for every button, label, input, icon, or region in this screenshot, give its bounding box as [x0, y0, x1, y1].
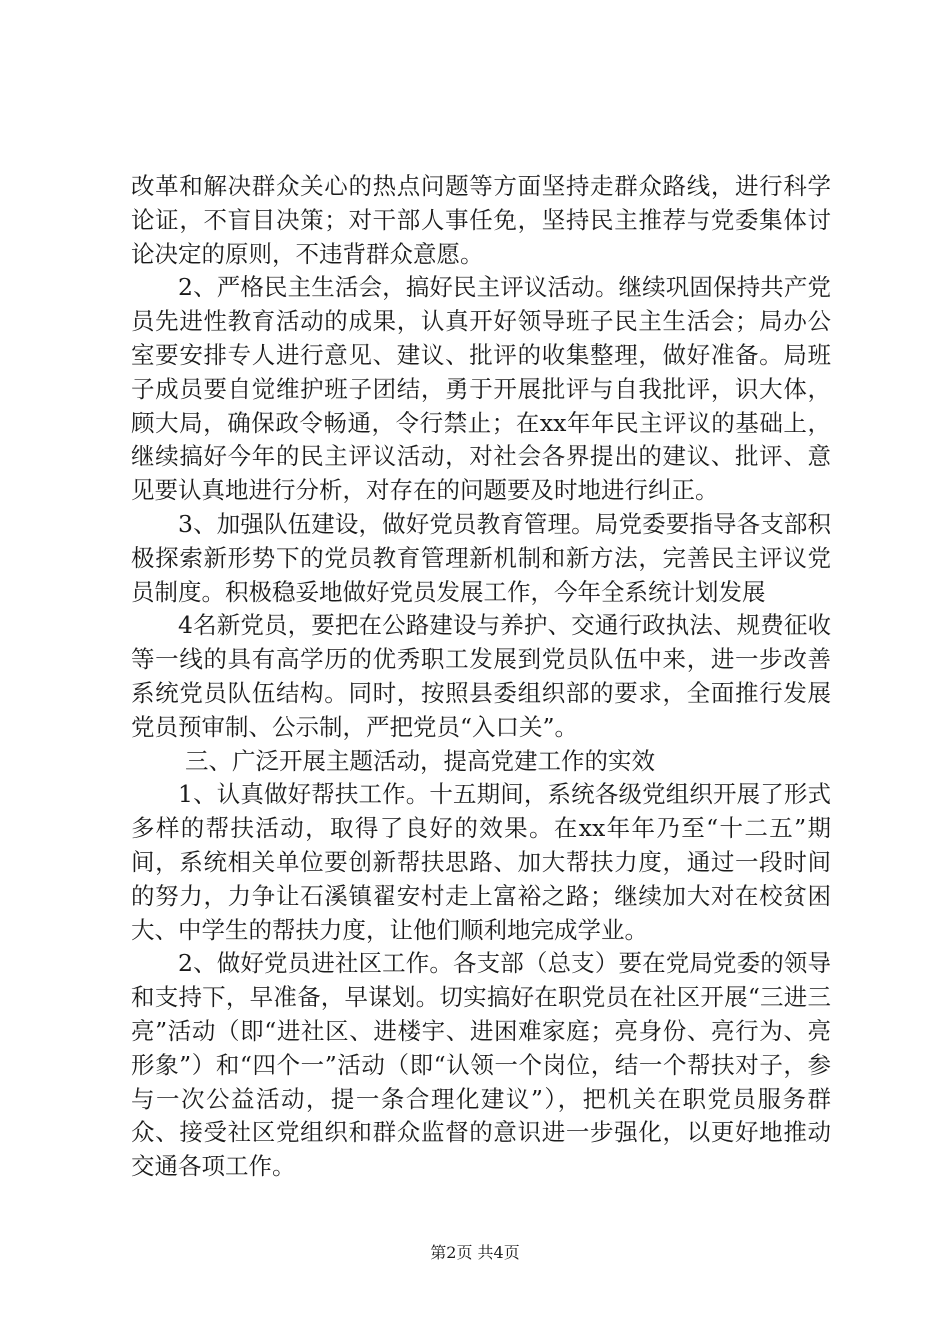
paragraph-item-2-community: 2、做好党员进社区工作。各支部（总支）要在党局党委的领导和支持下，早准备，早谋划。切实搞好在职党员在社区开展“三进三亮”活动（即“进社区、进楼宇、进困难家庭；亮身份、亮行为、亮形象”）和“四个一”活动（即“认领一个岗位，结一个帮扶对子，参与一次公益活动，提一条合理化建议”），把机关在职党员服务群众、接受社区党组织和群众监督的意识进一步强化，以更好地推动交通各项工作。 [131, 949, 831, 1181]
paragraph-item-3-team-building: 3、加强队伍建设，做好党员教育管理。局党委要指导各支部积极探索新形势下的党员教育管理新机制和新方法，完善民主评议党员制度。积极稳妥地做好党员发展工作，今年全系统计划发展 [131, 509, 831, 606]
document-body [131, 170, 831, 1184]
paragraph-continuation: 改革和解决群众关心的热点问题等方面坚持走群众路线，进行科学论证，不盲目决策；对干部人事任免，坚持民主推荐与党委集体讨论决定的原则，不违背群众意愿。 [131, 172, 831, 268]
paragraph-new-members: 4名新党员，要把在公路建设与养护、交通行政执法、规费征收等一线的具有高学历的优秀职工发展到党员队伍中来，进一步改善系统党员队伍结构。同时，按照县委组织部的要求，全面推行发展党员预审制、公示制，严把党员“入口关”。 [131, 611, 831, 741]
paragraph-item-1-assistance: 1、认真做好帮扶工作。十五期间，系统各级党组织开展了形式多样的帮扶活动，取得了良好的效果。在xx年年乃至“十二五”期间，系统相关单位要创新帮扶思路、加大帮扶力度，通过一段时间的努力，力争让石溪镇翟安村走上富裕之路；继续加大对在校贫困大、中学生的帮扶力度，让他们顺利地完成学业。 [131, 780, 831, 944]
section-heading-three: 三、广泛开展主题活动，提高党建工作的实效 [185, 746, 655, 775]
page-number-footer: 第2页 共4页 [430, 1243, 520, 1262]
paragraph-item-2-democratic-life: 2、严格民主生活会，搞好民主评议活动。继续巩固保持共产党员先进性教育活动的成果，认真开好领导班子民主生活会；局办公室要安排专人进行意见、建议、批评的收集整理，做好准备。局班子成员要自觉维护班子团结，勇于开展批评与自我批评，识大体，顾大局，确保政令畅通，令行禁止；在xx年年民主评议的基础上，继续搞好今年的民主评议活动，对社会各界提出的建议、批评、意见要认真地进行分析，对存在的问题要及时地进行纠正。 [131, 273, 831, 505]
